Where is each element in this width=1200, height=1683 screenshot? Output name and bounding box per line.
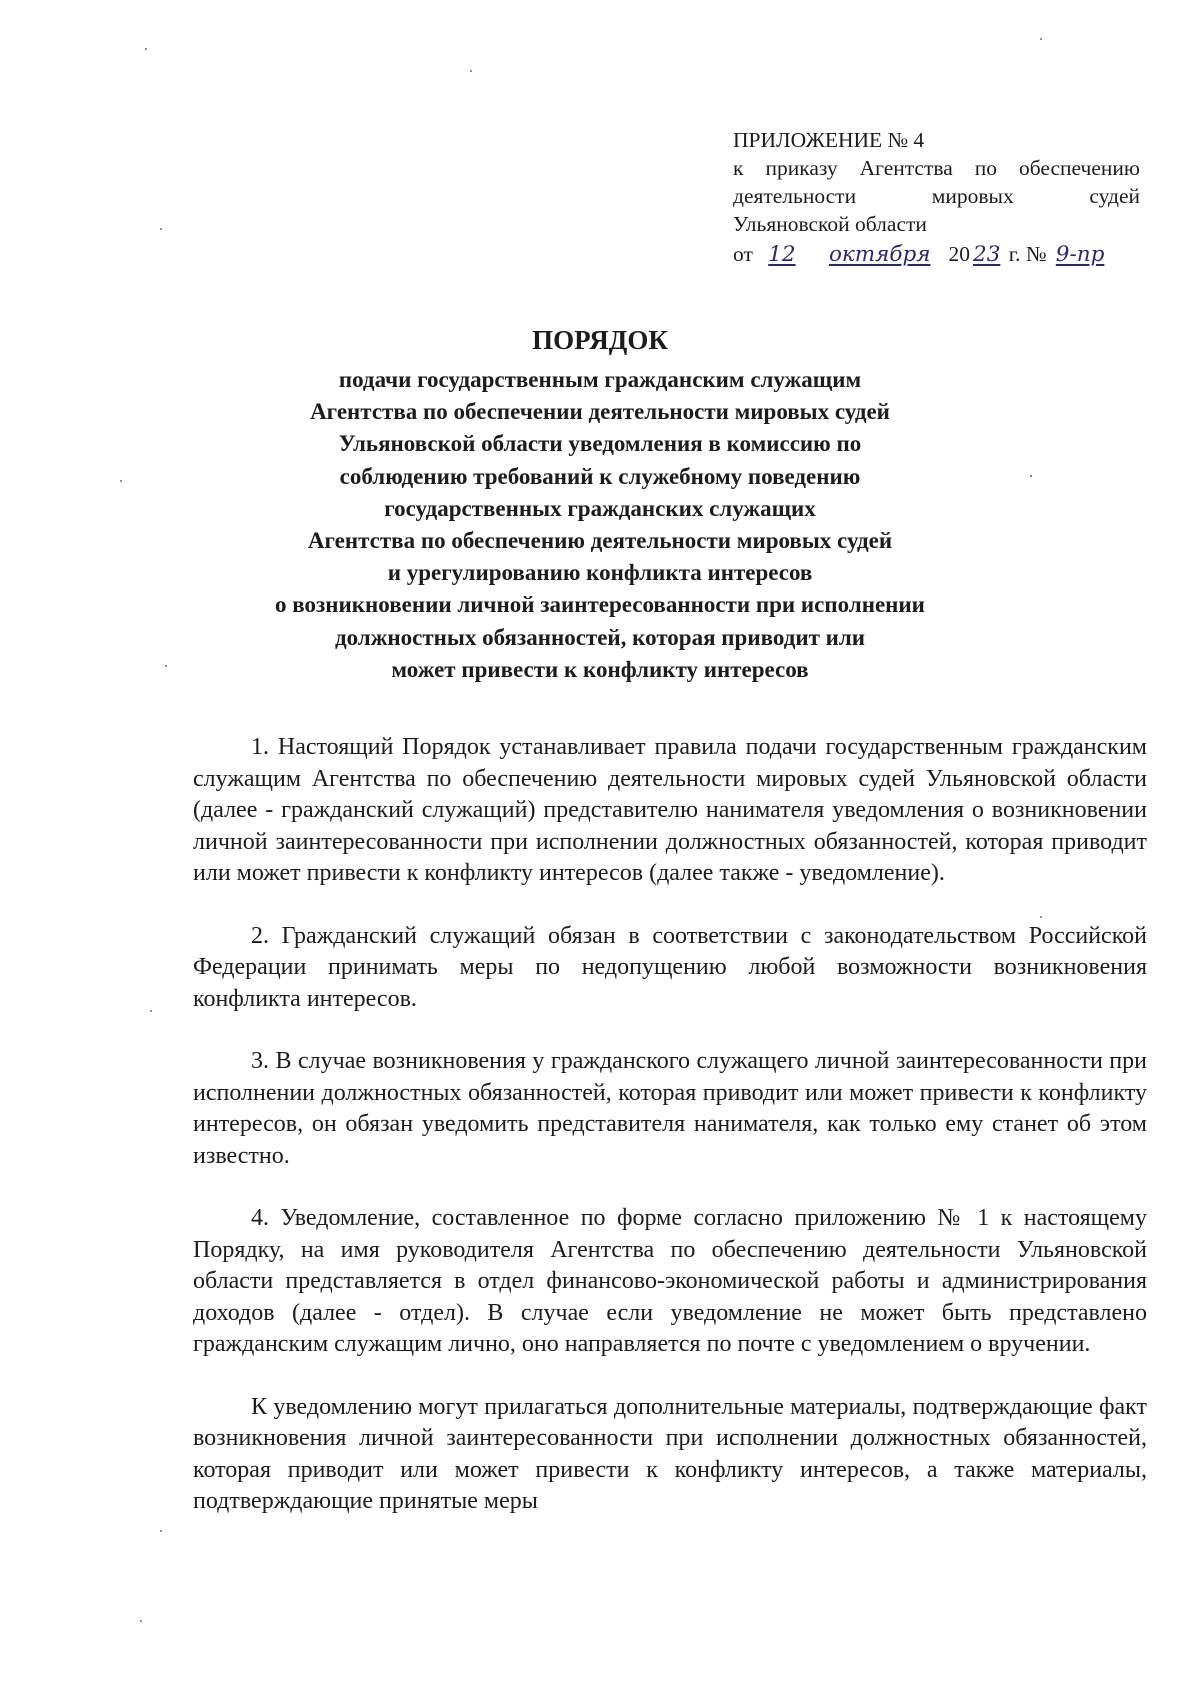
appendix-word: мировых — [931, 184, 1014, 208]
scan-speck — [470, 70, 472, 72]
scan-speck — [165, 665, 167, 667]
paragraph-4: 4. Уведомление, составленное по форме согласно приложению № 1 к настоящему Порядку, на имя руководителя Агентства по обеспечению деятельности Ульяновской области представляется в отдел финансово-экономической работы и администрирования доходов (далее - отдел). В случае если уведомление не может быть представлено гражданским служащим лично, оно направляется по почте с уведомлением о вручении. — [193, 1205, 1147, 1357]
title-line: соблюдению требований к служебному поведению — [339, 463, 861, 489]
title-line: государственных гражданских служащих — [384, 495, 816, 521]
document-body — [193, 732, 1147, 1549]
date-day: 12 — [768, 242, 796, 267]
appendix-word: деятельности — [733, 184, 857, 208]
scan-speck — [1040, 38, 1042, 40]
title-line: подачи государственным гражданским служащим — [338, 367, 862, 392]
date-year-suffix: 23 — [973, 242, 1001, 267]
scan-speck — [145, 48, 147, 50]
document-title — [170, 322, 1030, 686]
appendix-word: судей — [1089, 184, 1140, 208]
title-line: о возникновении личной заинтересованности при исполнении — [275, 592, 925, 618]
scan-speck — [120, 480, 122, 482]
appendix-date-line — [733, 240, 1140, 269]
title-line: Ульяновской области уведомления в комиссию по — [338, 431, 862, 457]
page-title: ПОРЯДОК — [532, 325, 668, 355]
appendix-region-line: Ульяновской области — [733, 212, 927, 236]
order-number: 9-пр — [1055, 242, 1105, 267]
appendix-heading: ПРИЛОЖЕНИЕ № 4 — [733, 128, 925, 152]
scan-speck — [160, 1530, 162, 1532]
title-line: и урегулированию конфликта интересов — [387, 560, 813, 586]
date-year-prefix: 20 — [948, 242, 971, 266]
title-line: Агентства по обеспечению деятельности мировых судей — [307, 528, 893, 554]
paragraph-3: 3. В случае возникновения у гражданского служащего личной заинтересованности при исполнении должностных обязанностей, которая приводит или может привести к конфликту интересов, он обязан уведомить представителя нанимателя, как только ему станет об этом известно. — [193, 1048, 1147, 1169]
date-prefix: от — [733, 242, 753, 266]
date-month: октября — [828, 242, 931, 267]
title-line: Агентства по обеспечении деятельности мировых судей — [310, 399, 890, 425]
scan-speck — [140, 1620, 142, 1622]
paragraph-2: 2. Гражданский служащий обязан в соответствии с законодательством Российской Федерации принимать меры по недопущению любой возможности возникновения конфликта интересов. — [193, 922, 1147, 1012]
title-line: должностных обязанностей, которая приводит или — [334, 624, 866, 650]
scan-speck — [1040, 916, 1042, 918]
scan-speck — [1030, 475, 1032, 477]
appendix-activity-line — [733, 182, 1140, 210]
appendix-reference — [733, 126, 1140, 269]
paragraph-5: К уведомлению могут прилагаться дополнительные материалы, подтверждающие факт возникновения личной заинтересованности при исполнении должностных обязанностей, которая приводит или может привести к конфликту интересов, а также материалы, подтверждающие принятые меры — [193, 1393, 1147, 1514]
appendix-order-line: к приказу Агентства по обеспечению — [733, 156, 1140, 180]
date-year-label: г. № — [1008, 242, 1047, 266]
scan-speck — [150, 1010, 152, 1012]
paragraph-1: 1. Настоящий Порядок устанавливает правила подачи государственным гражданским служащим Агентства по обеспечению деятельности мировых судей Ульяновской области (далее - гражданский служащий) представителю нанимателя уведомления о возникновении личной заинтересованности при исполнении должностных обязанностей, которая приводит или может привести к конфликту интересов (далее также - уведомление). — [193, 734, 1147, 886]
title-line: может привести к конфликту интересов — [391, 656, 809, 682]
scan-speck — [160, 228, 162, 230]
